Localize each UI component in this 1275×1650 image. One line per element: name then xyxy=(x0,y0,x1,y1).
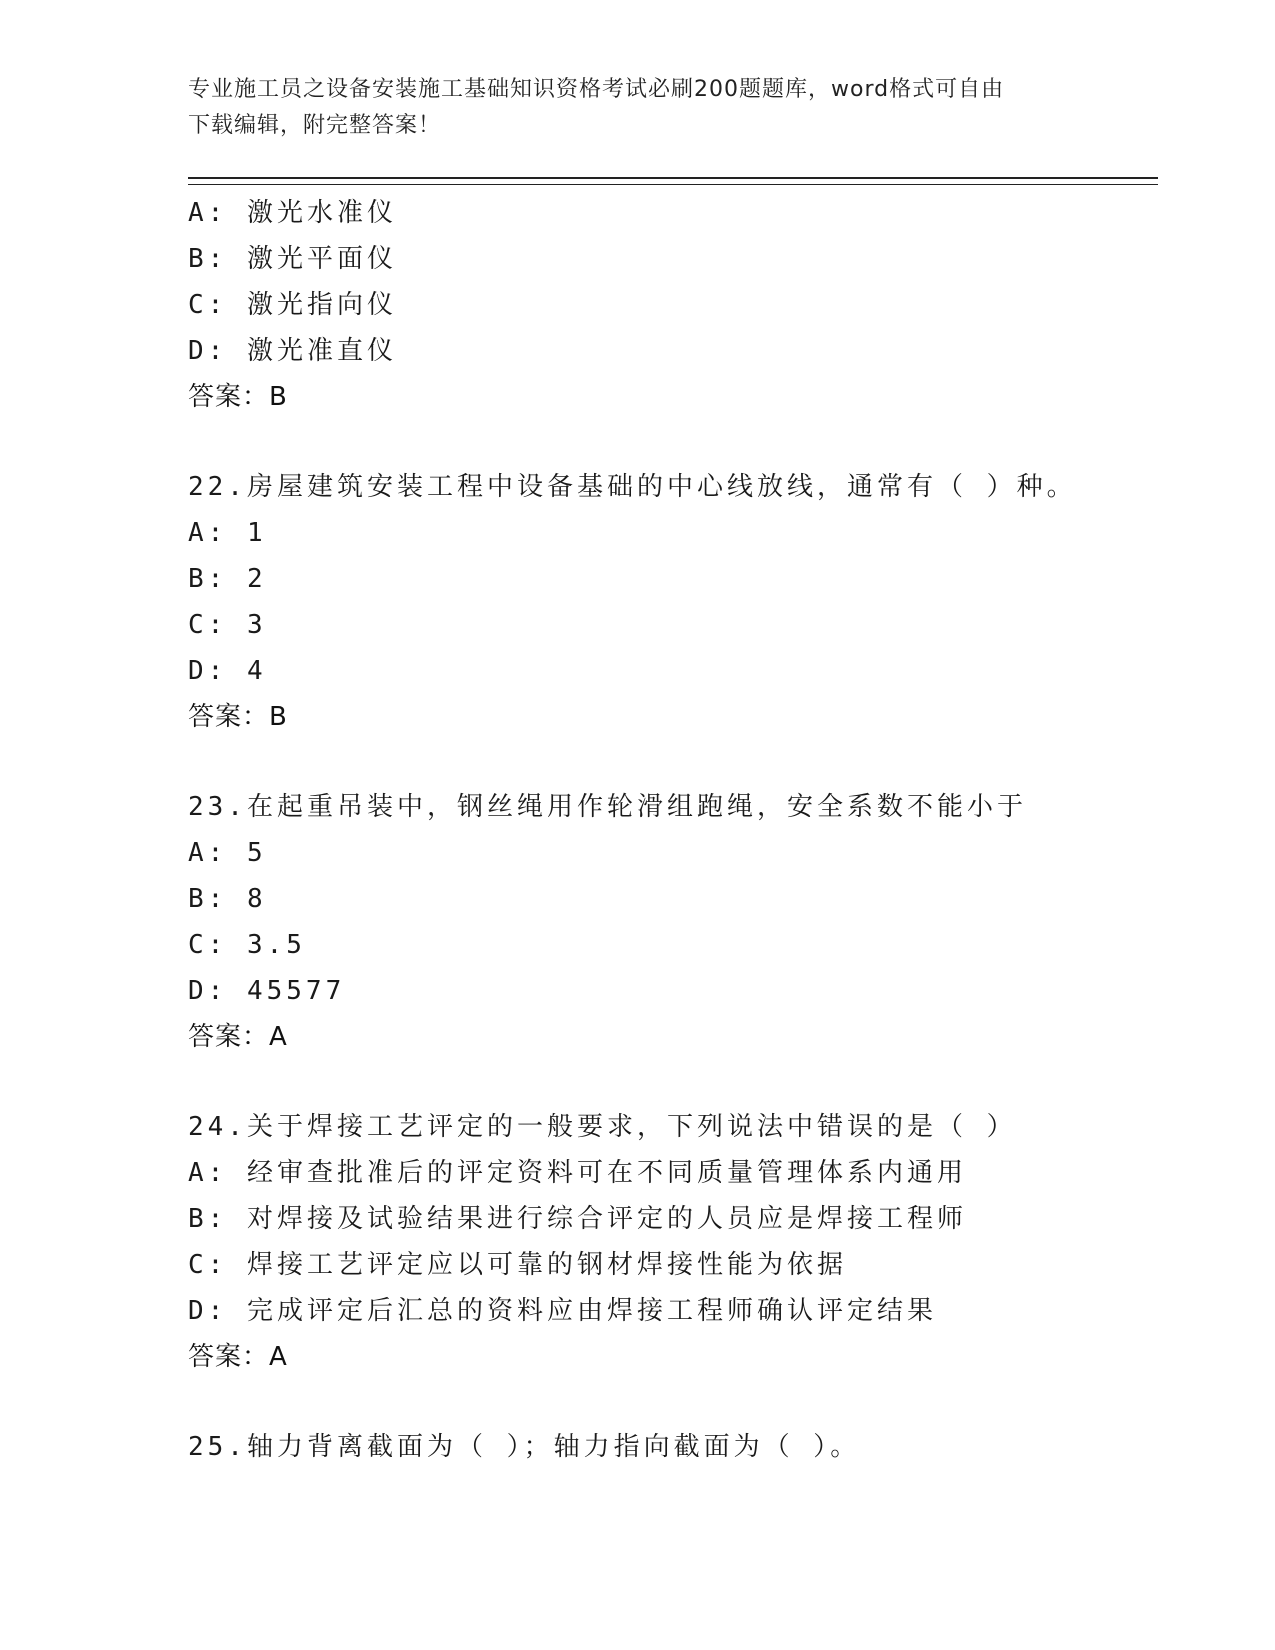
option-c: C: 3 xyxy=(188,610,267,640)
option-c: C: 3.5 xyxy=(188,930,306,960)
question-text: 22.房屋建筑安装工程中设备基础的中心线放线，通常有（ ）种。 xyxy=(188,472,1077,502)
option-b: B: 2 xyxy=(188,564,267,594)
question-22-block xyxy=(188,464,1148,740)
answer-line: 答案：A xyxy=(188,1022,288,1052)
answer-line: 答案：A xyxy=(188,1342,288,1372)
question-list xyxy=(188,190,1148,1470)
option-d: D: 45577 xyxy=(188,976,346,1006)
answer-line: 答案：B xyxy=(188,702,288,732)
header-line-1: 专业施工员之设备安装施工基础知识资格考试必刷200题题库，word格式可自由 xyxy=(188,77,1005,102)
question-24-block xyxy=(188,1104,1148,1380)
question-text: 23.在起重吊装中，钢丝绳用作轮滑组跑绳，安全系数不能小于 xyxy=(188,792,1027,822)
option-d: D: 完成评定后汇总的资料应由焊接工程师确认评定结果 xyxy=(188,1296,937,1326)
document-header xyxy=(188,72,1088,144)
question-23-block xyxy=(188,784,1148,1060)
option-d: D: 激光准直仪 xyxy=(188,336,397,366)
header-divider xyxy=(188,177,1158,185)
answer-line: 答案：B xyxy=(188,382,288,412)
option-a: A: 5 xyxy=(188,838,267,868)
option-c: C: 焊接工艺评定应以可靠的钢材焊接性能为依据 xyxy=(188,1250,847,1280)
option-a: A: 1 xyxy=(188,518,267,548)
option-b: B: 对焊接及试验结果进行综合评定的人员应是焊接工程师 xyxy=(188,1204,967,1234)
question-text: 24.关于焊接工艺评定的一般要求，下列说法中错误的是（ ） xyxy=(188,1112,1017,1142)
option-d: D: 4 xyxy=(188,656,267,686)
option-a: A: 激光水准仪 xyxy=(188,198,397,228)
header-line-2: 下载编辑，附完整答案！ xyxy=(188,113,442,138)
question-21-block xyxy=(188,190,1148,420)
option-b: B: 激光平面仪 xyxy=(188,244,397,274)
option-c: C: 激光指向仪 xyxy=(188,290,397,320)
question-text: 25.轴力背离截面为（ ）；轴力指向截面为（ ）。 xyxy=(188,1432,861,1462)
option-a: A: 经审查批准后的评定资料可在不同质量管理体系内通用 xyxy=(188,1158,967,1188)
option-b: B: 8 xyxy=(188,884,267,914)
question-25-block xyxy=(188,1424,1148,1470)
